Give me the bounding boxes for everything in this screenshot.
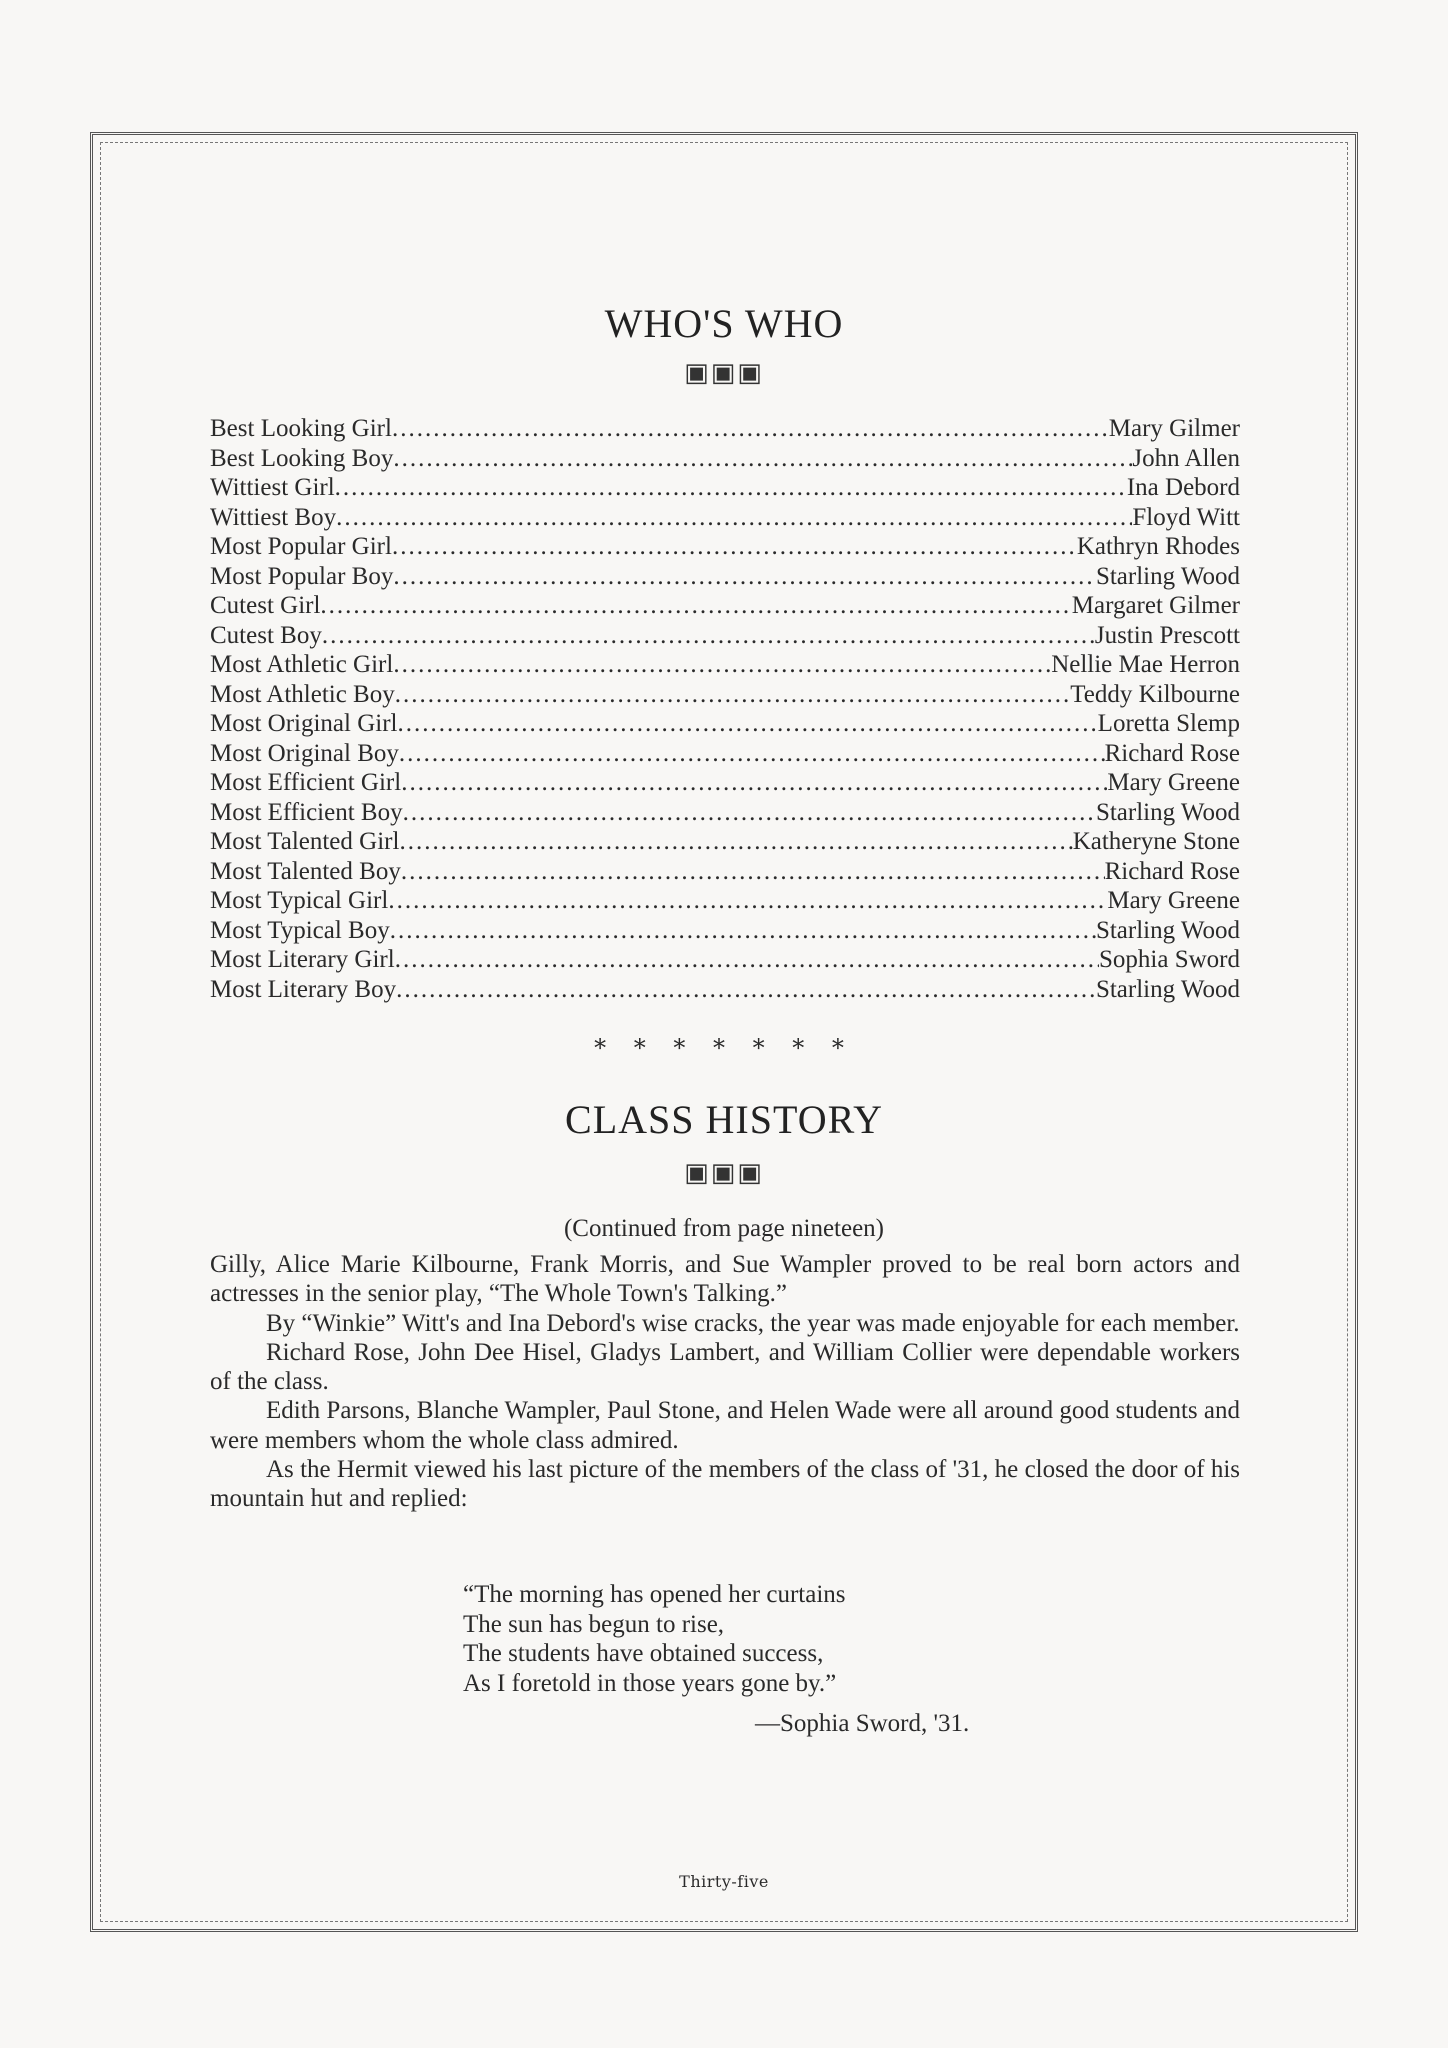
whos-who-row xyxy=(210,680,1240,710)
poem-line: “The morning has opened her curtains xyxy=(463,1581,846,1608)
award-recipient: Starling Wood xyxy=(1095,798,1240,826)
dot-leader xyxy=(393,444,1132,474)
whos-who-row xyxy=(210,532,1240,562)
award-title: Most Efficient Boy xyxy=(210,798,403,826)
class-history-text xyxy=(210,1250,1240,1514)
class-history-ornament: ▣▣▣ xyxy=(684,1158,764,1188)
award-recipient: Loretta Slemp xyxy=(1097,710,1240,737)
award-recipient: Kathryn Rhodes xyxy=(1076,533,1240,560)
award-title: Most Literary Boy xyxy=(210,975,397,1003)
dot-leader xyxy=(392,532,1077,562)
section-separator: * * * * * * * xyxy=(594,1034,854,1062)
award-recipient: Margaret Gilmer xyxy=(1071,592,1240,619)
history-paragraph: Gilly, Alice Marie Kilbourne, Frank Morris, and Sue Wampler proved to be real born actors and actresses in the senior play, “The Whole Town's Talking.” xyxy=(210,1251,1240,1308)
whos-who-row xyxy=(210,709,1240,739)
dot-leader xyxy=(401,768,1107,798)
dot-leader xyxy=(322,621,1095,651)
award-title: Most Athletic Boy xyxy=(210,680,395,708)
award-recipient: Richard Rose xyxy=(1104,739,1240,767)
award-title: Most Popular Girl xyxy=(210,533,392,560)
whos-who-row xyxy=(210,444,1240,474)
dot-leader xyxy=(335,473,1127,503)
award-title: Most Talented Boy xyxy=(210,857,401,885)
poem-line: The students have obtained success, xyxy=(463,1640,824,1667)
history-paragraph: Richard Rose, John Dee Hisel, Gladys Lambert, and William Collier were dependable workers of the class. xyxy=(210,1338,1240,1396)
award-recipient: Floyd Witt xyxy=(1132,503,1240,531)
award-recipient: Teddy Kilbourne xyxy=(1070,680,1240,708)
whos-who-heading: WHO'S WHO xyxy=(604,301,844,346)
whos-who-row xyxy=(210,798,1240,828)
dot-leader xyxy=(395,945,1099,975)
whos-who-row xyxy=(210,650,1240,680)
award-title: Most Athletic Girl xyxy=(210,651,394,678)
whos-who-row xyxy=(210,473,1240,503)
award-recipient: John Allen xyxy=(1132,444,1240,472)
award-title: Wittiest Boy xyxy=(210,503,337,531)
dot-leader xyxy=(396,975,1096,1005)
whos-who-row xyxy=(210,503,1240,533)
dot-leader xyxy=(395,680,1071,710)
signature: —Sophia Sword, '31. xyxy=(755,1710,970,1737)
award-recipient: Starling Wood xyxy=(1095,916,1240,944)
dot-leader xyxy=(336,503,1132,533)
whos-who-row xyxy=(210,414,1240,444)
award-title: Wittiest Girl xyxy=(210,474,335,501)
award-title: Most Popular Boy xyxy=(210,562,394,590)
award-recipient: Katheryne Stone xyxy=(1072,828,1240,855)
dot-leader xyxy=(393,650,1051,680)
award-title: Cutest Boy xyxy=(210,621,322,649)
whos-who-row xyxy=(210,621,1240,651)
whos-who-row xyxy=(210,591,1240,621)
dot-leader xyxy=(392,414,1109,444)
dot-leader xyxy=(320,591,1071,621)
award-title: Cutest Girl xyxy=(210,592,321,619)
award-recipient: Starling Wood xyxy=(1095,562,1240,590)
whos-who-row xyxy=(210,886,1240,916)
award-recipient: Richard Rose xyxy=(1104,857,1240,885)
history-paragraph: By “Winkie” Witt's and Ina Debord's wise cracks, the year was made enjoyable for each member. xyxy=(266,1309,1240,1337)
award-title: Most Original Boy xyxy=(210,739,399,767)
dot-leader xyxy=(393,562,1096,592)
poem-line: The sun has begun to rise, xyxy=(463,1610,725,1638)
award-title: Best Looking Girl xyxy=(210,415,392,442)
history-paragraph: As the Hermit viewed his last picture of the members of the class of '31, he closed the door of his mountain hut and replied: xyxy=(210,1456,1240,1513)
class-history-heading: CLASS HISTORY xyxy=(565,1097,883,1142)
award-recipient: Justin Prescott xyxy=(1094,621,1240,649)
whos-who-list xyxy=(210,414,1240,1004)
dot-leader xyxy=(401,857,1105,887)
whos-who-ornament: ▣▣▣ xyxy=(684,358,764,388)
award-recipient: Mary Greene xyxy=(1107,887,1240,914)
whos-who-row xyxy=(210,916,1240,946)
whos-who-row xyxy=(210,739,1240,769)
award-title: Most Talented Girl xyxy=(210,828,400,855)
dot-leader xyxy=(403,798,1096,828)
dot-leader xyxy=(398,709,1098,739)
dot-leader xyxy=(390,916,1096,946)
dot-leader xyxy=(399,739,1105,769)
award-title: Most Typical Girl xyxy=(210,887,389,914)
history-paragraph: Edith Parsons, Blanche Wampler, Paul Stone, and Helen Wade were all around good students and were members whom the whole class admired. xyxy=(210,1397,1240,1454)
whos-who-row xyxy=(210,975,1240,1005)
whos-who-row xyxy=(210,827,1240,857)
award-recipient: Starling Wood xyxy=(1095,975,1240,1003)
award-title: Most Original Girl xyxy=(210,710,398,737)
award-title: Most Efficient Girl xyxy=(210,769,402,796)
award-title: Most Literary Girl xyxy=(210,946,395,973)
dot-leader xyxy=(388,886,1107,916)
whos-who-row xyxy=(210,857,1240,887)
poem-line: As I foretold in those years gone by.” xyxy=(463,1669,837,1697)
award-recipient: Sophia Sword xyxy=(1099,946,1240,973)
whos-who-row xyxy=(210,945,1240,975)
award-title: Best Looking Boy xyxy=(210,444,394,472)
whos-who-row xyxy=(210,562,1240,592)
poem xyxy=(463,1580,1063,1698)
continued-note: (Continued from page nineteen) xyxy=(563,1215,885,1242)
page-number: Thirty-five xyxy=(679,1872,769,1891)
dot-leader xyxy=(399,827,1072,857)
award-title: Most Typical Boy xyxy=(210,916,390,944)
award-recipient: Mary Greene xyxy=(1107,769,1240,796)
award-recipient: Nellie Mae Herron xyxy=(1051,651,1240,678)
whos-who-row xyxy=(210,768,1240,798)
award-recipient: Ina Debord xyxy=(1126,474,1240,501)
award-recipient: Mary Gilmer xyxy=(1108,415,1240,442)
